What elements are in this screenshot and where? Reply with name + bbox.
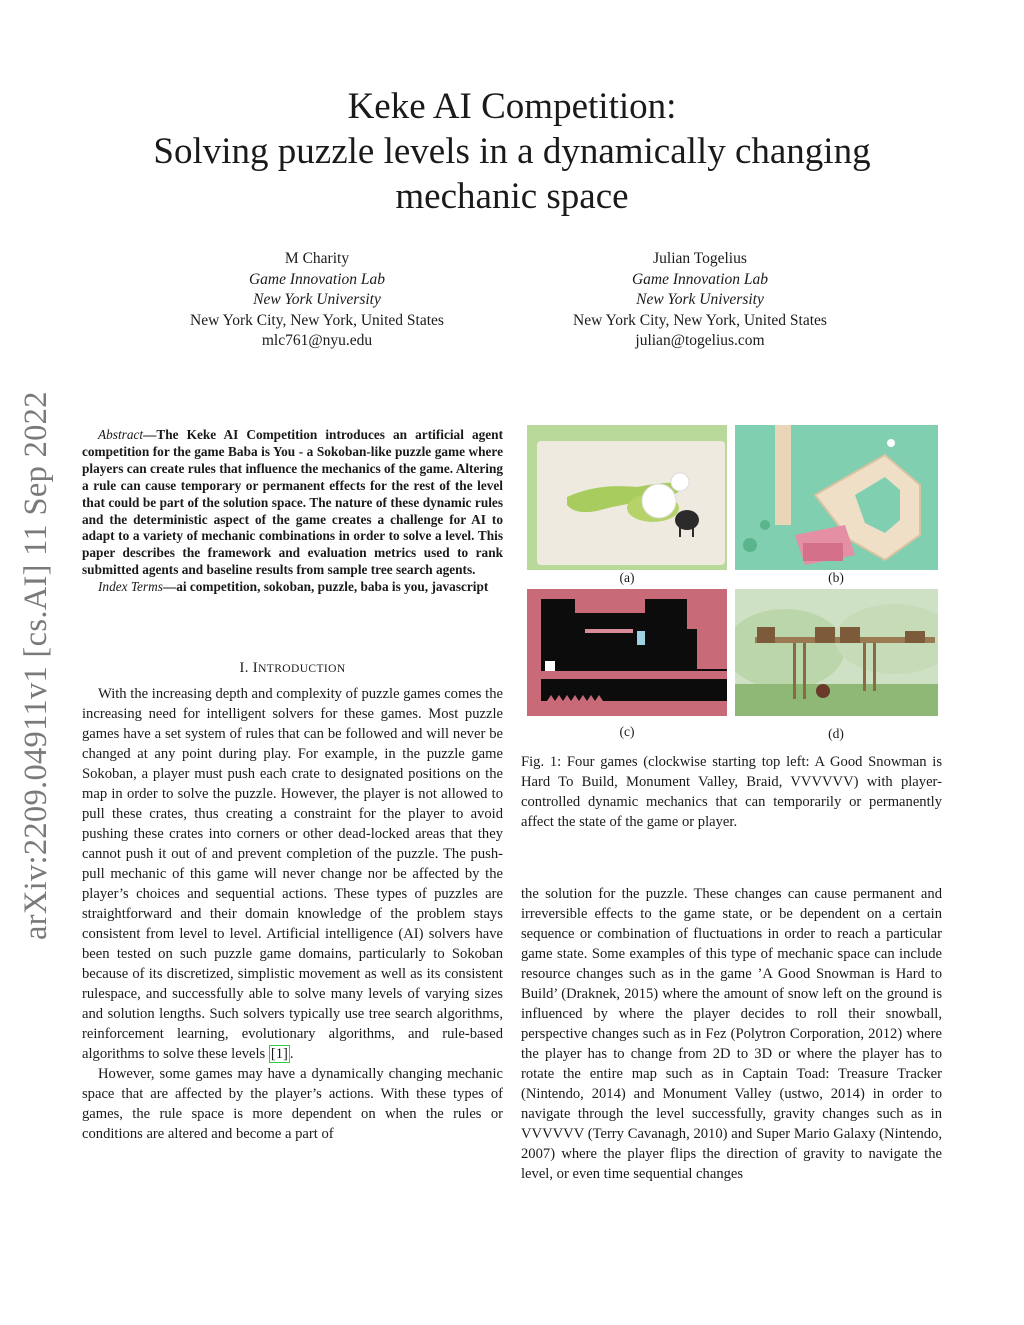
title-line-1: Keke AI Competition:: [347, 86, 677, 127]
intro-paragraph-2-continued: the solution for the puzzle. These changes can cause permanent and irreversible effects to the game state, or be dependent on a certain sequence or combination of fluctuations in order to reach a particular game state. Some examples of this type of mechanic space can include resource changes such as in the game ’A Good Snowman is Hard to Build’ (Draknek, 2015) where the amount of snow left on the ground is influenced by where the player decides to roll their snowball, perspective changes such as in Fez (Polytron Corporation, 2012) where the player has to change from 2D to 3D or where the player has to rotate the entire map such as in Captain Toad: Treasure Tracker (Nintendo, 2014) and Monument Valley (ustwo, 2014) in order to navigate through the level successfully, gravity changes such as in VVVVVV (Terry Cavanagh, 2010) and Super Mario Galaxy (Nintendo, 2007) where the player flips the direction of gravity to navigate the level, or even time sequential changes: [521, 886, 942, 1182]
intro-paragraph-2: However, some games may have a dynamically changing mechanic space that are affected by the player’s actions. With these types of games, the rule space is more dependent on when the rules or conditions are altered and become a part of: [82, 1066, 503, 1142]
monument-valley-illustration: [735, 425, 938, 570]
figure-panel-a-snowman: [527, 425, 727, 570]
figure-label-d: (d): [828, 726, 844, 741]
index-terms: [82, 579, 503, 596]
figure-caption: Fig. 1: Four games (clockwise starting top left: A Good Snowman is Hard To Build, Monument Valley, Braid, VVVVVV) with player-controlled dynamic mechanics that can temporarily or permanently affect the state of the game or player.: [521, 754, 942, 830]
abstract-paragraph: [82, 427, 503, 579]
section-heading-introduction: [82, 660, 503, 677]
intro-left-column: [82, 684, 503, 1144]
author-location: New York City, New York, United States: [190, 311, 444, 329]
arxiv-identifier: arXiv:2209.04911v1 [cs.AI] 11 Sep 2022: [18, 391, 54, 940]
author-block-2: [520, 249, 880, 352]
snowman-game-illustration: [527, 425, 727, 570]
abstract-text: —The Keke AI Competition introduces an artificial agent competition for the game Baba is You - a Sokoban-like puzzle game where players can create rules that influence the mechanics of the game. Altering a rule can cause temporary or permanent effects for the rest of the level that could be part of the solution space. The nature of these dynamic rules and the deterministic aspect of the game creates a challenge for AI to adapt to a variety of mechanic combinations in order to solve a level. This paper describes the framework and evaluation metrics used to rank submitted agents and baseline results from sample tree search agents.: [82, 427, 503, 578]
author-location: New York City, New York, United States: [573, 311, 827, 329]
citation-link[interactable]: [1]: [270, 1046, 288, 1062]
author-lab: Game Innovation Lab: [248, 270, 386, 288]
figure-panel-b-monument-valley: [735, 425, 938, 570]
author-email: mlc761@nyu.edu: [261, 332, 373, 350]
title-line-3: mechanic space: [395, 176, 629, 217]
braid-game-illustration: [735, 589, 938, 716]
figure-label-c: (c): [619, 724, 635, 739]
title-line-2: Solving puzzle levels in a dynamically changing: [153, 131, 871, 172]
section-title-rest: NTRODUCTION: [258, 663, 346, 675]
abstract: [82, 427, 503, 596]
figure-label-a: (a): [619, 570, 635, 585]
author-university: New York University: [253, 291, 381, 309]
intro-paragraph-1: With the increasing depth and complexity of puzzle games comes the increasing need for intelligent solvers for these games. Most puzzle games have a set system of rules that can be followed and will never be changed at any point during play. For example, in the puzzle game Sokoban, a player must push each crate to designated positions on the map in order to solve the puzzle. However, the player is not allowed to pull these crates, thus creating a constraint for the player to avoid pushing these crates into corners or other dead-locked areas that they cannot push it out of and prevent completion of the puzzle. The push-pull mechanic of this game will never change nor be affected by the player’s choices and sequential actions. These types of puzzles are straightforward and their domain knowledge of the problem stays consistent from level to level. Artificial intelligence (AI) solvers have been tested on such puzzle game domains, particularly to Sokoban because of its discretized, simplistic movement as well as its consistent rulespace, and successfully able to solve many levels of varying sizes and solution lengths. Such solvers typically use tree search algorithms, reinforcement learning, evolutionary algorithms, and rule-based algorithms to solve these levels [1] .: [82, 686, 503, 1062]
section-number: I. I: [239, 660, 259, 676]
author-block-1: [137, 249, 497, 352]
index-terms-label: Index Terms: [98, 579, 163, 595]
author-name: M Charity: [284, 250, 350, 267]
author-lab: Game Innovation Lab: [631, 270, 769, 288]
author-name: Julian Togelius: [653, 250, 747, 267]
author-email: julian@togelius.com: [635, 332, 765, 350]
paper-title: [0, 84, 1024, 219]
intro-right-column: [521, 884, 942, 1184]
vvvvvv-game-illustration: [527, 589, 727, 716]
index-terms-text: —ai competition, sokoban, puzzle, baba is you, javascript: [162, 579, 489, 595]
abstract-label: Abstract: [98, 427, 144, 442]
figure-label-b: (b): [828, 570, 844, 585]
figure-panel-d-braid: [735, 589, 938, 716]
figure-panel-c-vvvvvv: [527, 589, 727, 716]
author-university: New York University: [636, 291, 764, 309]
